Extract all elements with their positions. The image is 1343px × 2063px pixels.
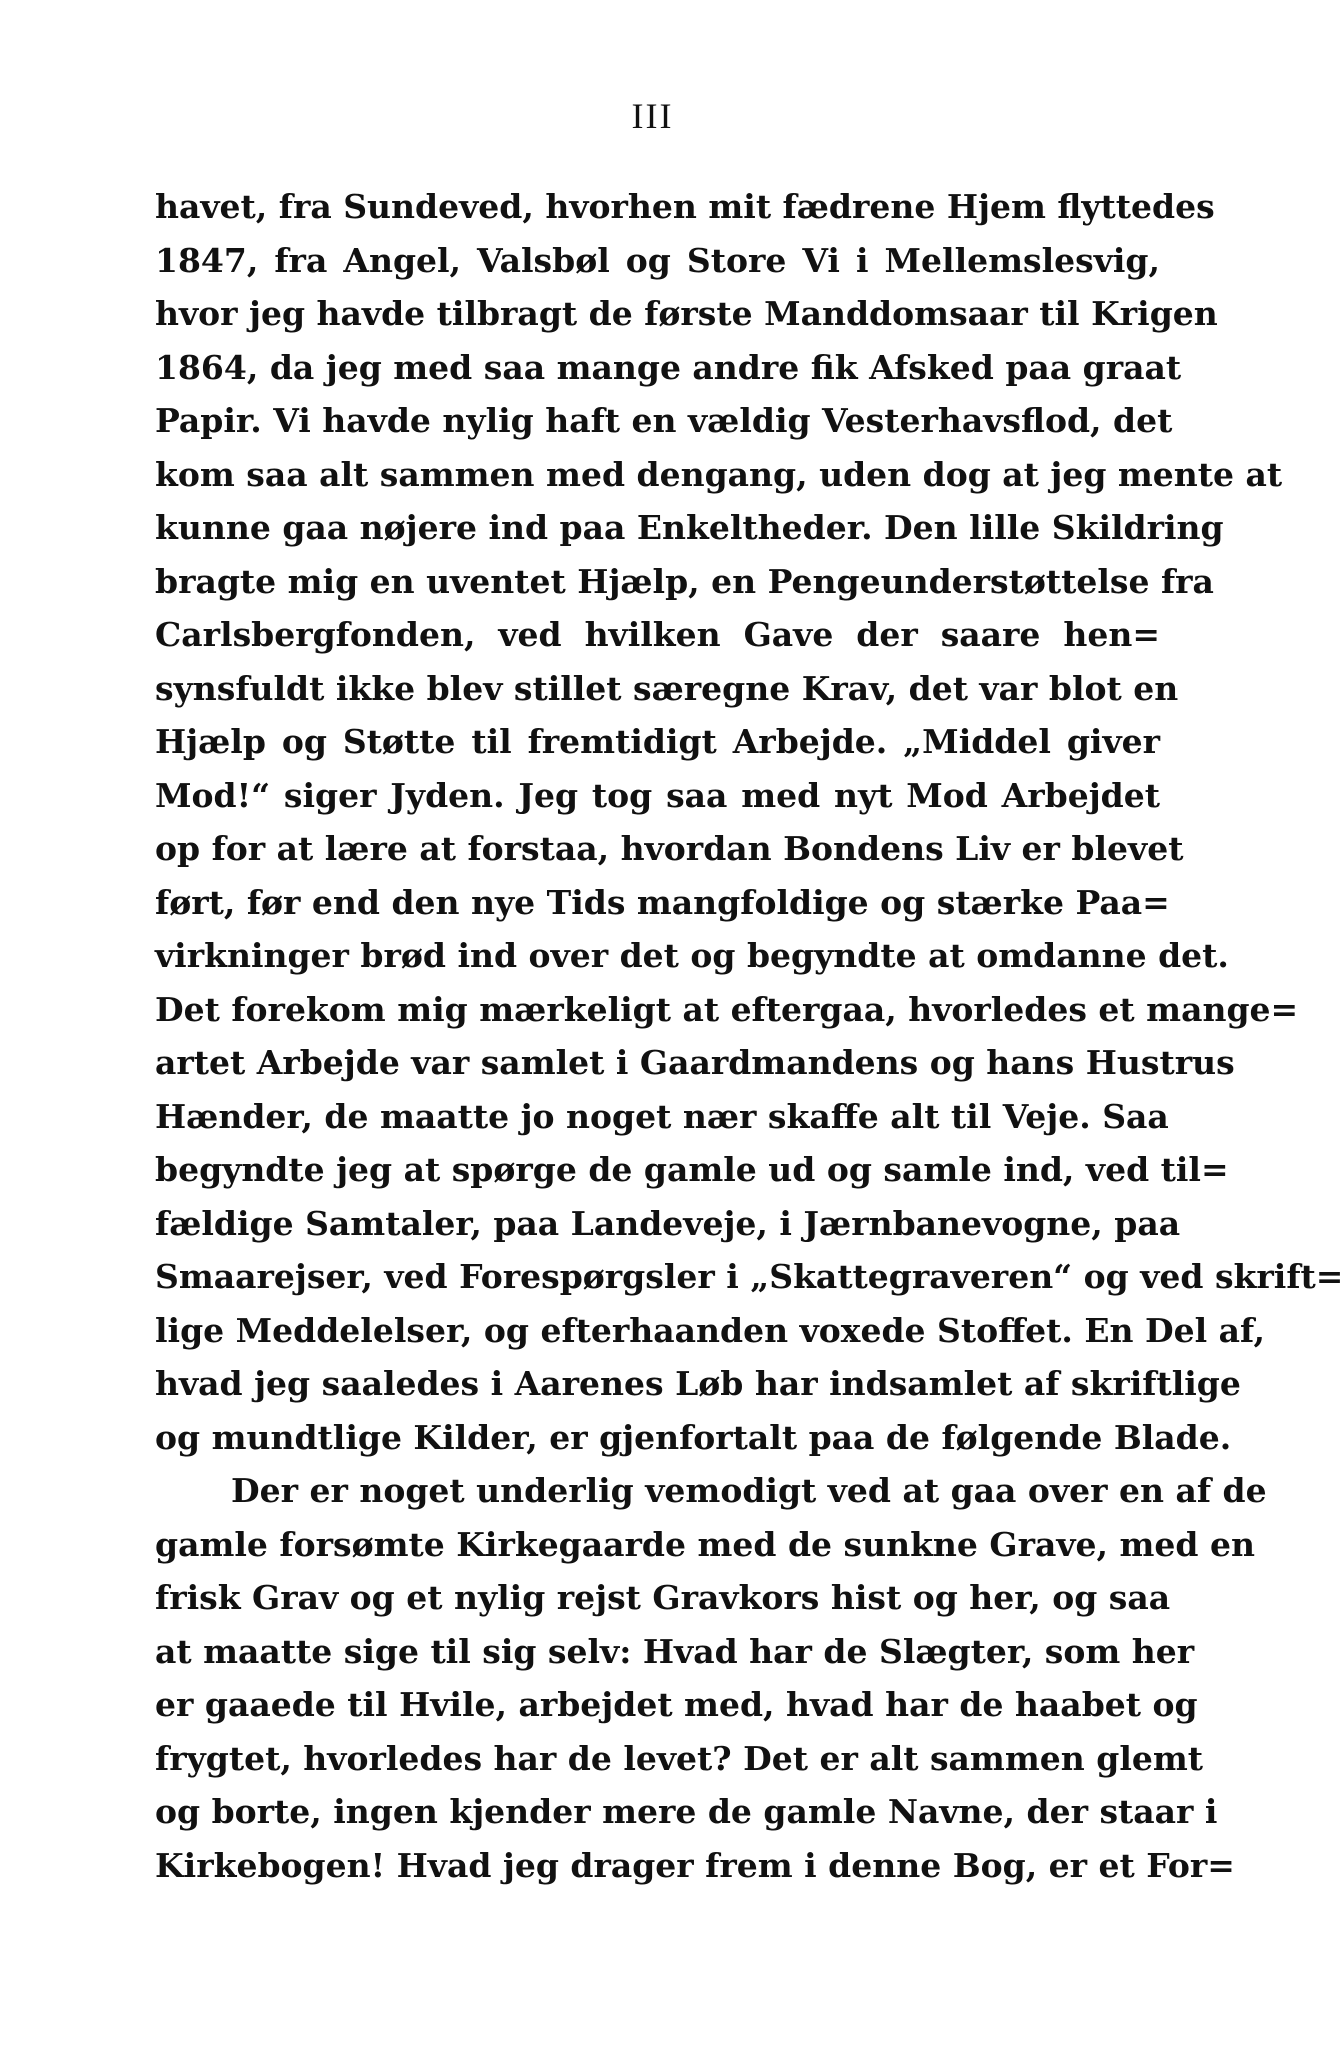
text-line: kom saa alt sammen med dengang, uden dog at jeg mente at <box>155 454 1283 494</box>
text-line: bragte mig en uventet Hjælp, en Pengeunderstøttelse fra <box>155 561 1214 601</box>
text-line: 1847, fra Angel, Valsbøl og Store Vi i Mellemslesvig, <box>155 240 1160 280</box>
body-text <box>155 180 1343 1892</box>
text-line: hvad jeg saaledes i Aarenes Løb har indsamlet af skriftlige <box>155 1364 1241 1403</box>
page-number: III <box>631 96 674 136</box>
text-line: havet, fra Sundeved, hvorhen mit fædrene Hjem flyttedes <box>155 187 1215 226</box>
text-line: Kirkebogen! Hvad jeg drager frem i denne Bog, er et For= <box>155 1845 1235 1885</box>
paragraph-start-line: Der er noget underlig vemodigt ved at gaa over en af de <box>231 1471 1267 1510</box>
text-line: er gaaede til Hvile, arbejdet med, hvad har de haabet og <box>155 1685 1198 1724</box>
text-line: kunne gaa nøjere ind paa Enkeltheder. Den lille Skildring <box>155 508 1224 547</box>
text-line: Smaarejser, ved Forespørgsler i „Skattegraveren“ og ved skrift= <box>155 1257 1343 1296</box>
text-line: artet Arbejde var samlet i Gaardmandens og hans Hustrus <box>155 1043 1235 1082</box>
text-line: Det forekom mig mærkeligt at eftergaa, hvorledes et mange= <box>155 989 1299 1029</box>
text-line: frygtet, hvorledes har de levet? Det er alt sammen glemt <box>155 1738 1204 1778</box>
text-line: at maatte sige til sig selv: Hvad har de Slægter, som her <box>155 1631 1195 1671</box>
text-line: og borte, ingen kjender mere de gamle Navne, der staar i <box>155 1792 1218 1831</box>
text-line: synsfuldt ikke blev stillet særegne Krav, det var blot en <box>155 668 1179 708</box>
text-line: Mod!“ siger Jyden. Jeg tog saa med nyt Mod Arbejdet <box>155 775 1160 815</box>
text-line: hvor jeg havde tilbragt de første Manddomsaar til Krigen <box>155 294 1218 333</box>
text-line: ført, før end den nye Tids mangfoldige og stærke Paa= <box>155 882 1170 922</box>
text-line: Hjælp og Støtte til fremtidigt Arbejde. „Middel giver <box>155 722 1160 761</box>
text-line: 1864, da jeg med saa mange andre fik Afsked paa graat <box>155 347 1182 387</box>
text-line: begyndte jeg at spørge de gamle ud og samle ind, ved til= <box>155 1150 1229 1189</box>
text-line: lige Meddelelser, og efterhaanden voxede Stoffet. En Del af, <box>155 1310 1266 1350</box>
text-line: og mundtlige Kilder, er gjenfortalt paa de følgende Blade. <box>155 1417 1232 1457</box>
text-line: Papir. Vi havde nylig haft en vældig Vesterhavsflod, det <box>155 401 1173 440</box>
text-line: Hænder, de maatte jo noget nær skaffe alt til Veje. Saa <box>155 1096 1169 1136</box>
text-line: gamle forsømte Kirkegaarde med de sunkne Grave, med en <box>155 1524 1255 1564</box>
text-line: virkninger brød ind over det og begyndte at omdanne det. <box>155 936 1229 975</box>
text-line: frisk Grav og et nylig rejst Gravkors hist og her, og saa <box>155 1578 1171 1617</box>
text-line: Carlsbergfonden, ved hvilken Gave der saare hen= <box>155 615 1160 654</box>
text-line: fældige Samtaler, paa Landeveje, i Jærnbanevogne, paa <box>155 1203 1181 1243</box>
text-line: op for at lære at forstaa, hvordan Bondens Liv er blevet <box>155 829 1184 868</box>
